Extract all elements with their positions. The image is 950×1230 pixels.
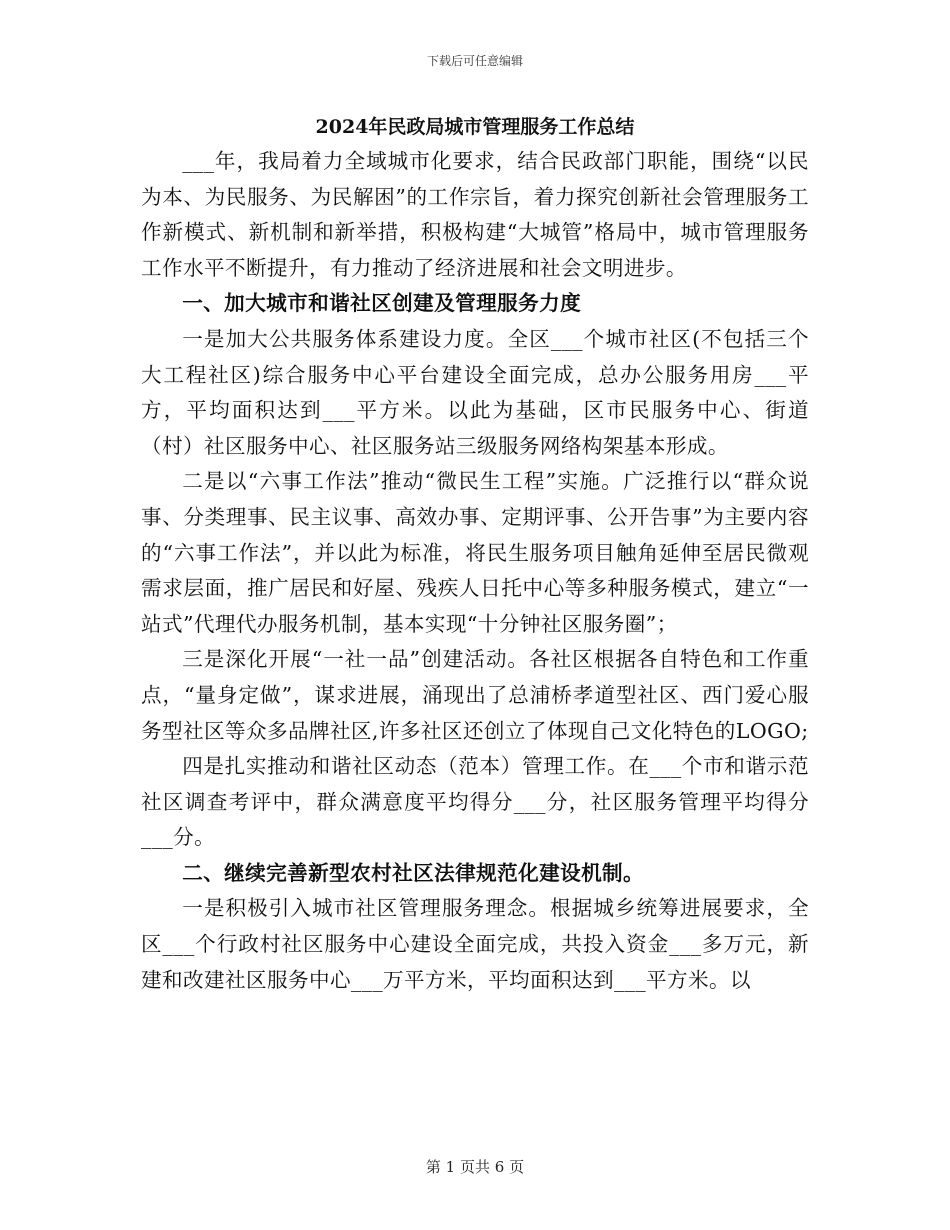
section-heading: 一、加大城市和谐社区创建及管理服务力度	[182, 291, 582, 316]
document-body	[141, 110, 809, 998]
page-footer: 第 1 页共 6 页	[425, 1158, 525, 1176]
paragraph: 一是积极引入城市社区管理服务理念。根据城乡统筹进展要求，全区___个行政村社区服务中心建设全面完成，共投入资金___多万元，新建和改建社区服务中心___万平方米，平均面积达到___平方米。以	[141, 896, 809, 992]
paragraph: 一是加大公共服务体系建设力度。全区___个城市社区(不包括三个大工程社区)综合服务中心平台建设全面完成，总办公服务用房___平方，平均面积达到___平方米。以此为基础，区市民服务中心、街道（村）社区服务中心、社区服务站三级服务网络构架基本形成。	[141, 326, 809, 458]
paragraph: ___年，我局着力全域城市化要求，结合民政部门职能，围绕“以民为本、为民服务、为民解困”的工作宗旨，着力探究创新社会管理服务工作新模式、新机制和新举措，积极构建“大城管”格局中，城市管理服务工作水平不断提升，有力推动了经济进展和社会文明进步。	[141, 149, 809, 280]
paragraph: 二是以“六事工作法”推动“微民生工程”实施。广泛推行以“群众说事、分类理事、民主议事、高效办事、定期评事、公开告事”为主要内容的“六事工作法”，并以此为标准，将民生服务项目触角延伸至居民微观需求层面，推广居民和好屋、残疾人日托中心等多种服务模式，建立“一站式”代理代办服务机制，基本实现“十分钟社区服务圈”；	[141, 469, 809, 636]
page-header: 下载后可任意编辑	[426, 54, 523, 68]
paragraph: 三是深化开展“一社一品”创建活动。各社区根据各自特色和工作重点，“量身定做”，谋求进展，涌现出了总浦桥孝道型社区、西门爱心服务型社区等众多品牌社区,许多社区还创立了体现自己文化特色的LOGO;	[141, 647, 809, 743]
paragraph: 四是扎实推动和谐社区动态（范本）管理工作。在___个市和谐示范社区调查考评中，群众满意度平均得分___分，社区服务管理平均得分___分。	[141, 754, 809, 850]
section-heading: 二、继续完善新型农村社区法律规范化建设机制。	[182, 860, 645, 885]
document-title: 2024年民政局城市管理服务工作总结	[315, 116, 635, 138]
